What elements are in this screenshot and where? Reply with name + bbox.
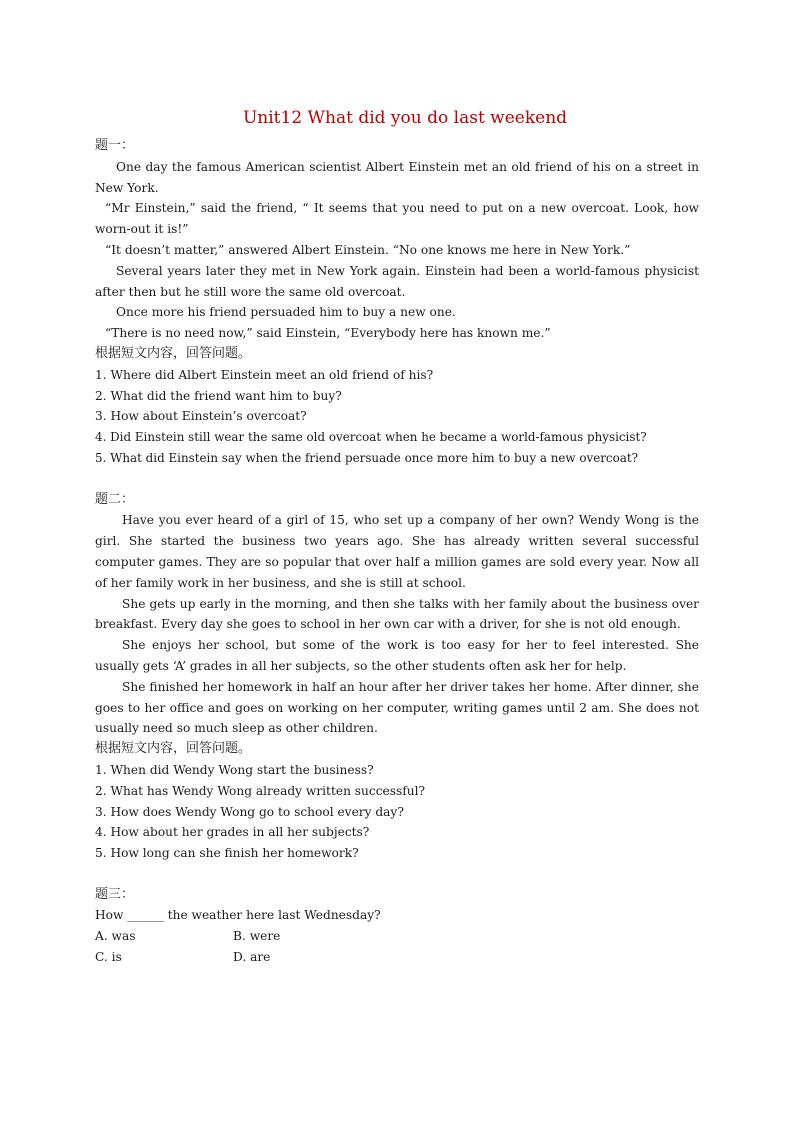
s2-paragraph-4: She finished her homework in half an hour after her driver takes her home. After dinner, she goes to her office and goes on working on her computer, writing games until 2 am. She does not usually need so much sleep as other children. — [95, 679, 699, 736]
s2-paragraph-1: Have you ever heard of a girl of 15, who set up a company of her own? Wendy Wong is the girl. She started the business two years ago. She has already written several successful computer games. They are so popular that over half a million games are sold every year. Now all of her family work in her business, and she is still at school. — [95, 513, 699, 590]
s3-question: How ______ the weather here last Wednesday? — [95, 908, 381, 923]
s1-prompt: 根据短文内容，回答问题。 — [95, 345, 252, 361]
section-3-label: 题三： — [95, 886, 135, 902]
s1-question-4: 4. Did Einstein still wear the same old overcoat when he became a world-famous physicist? — [95, 430, 647, 445]
s1-paragraph-3: “It doesn’t matter,” answered Albert Einstein. “No one knows me here in New York.” — [105, 242, 631, 257]
s1-question-1: 1. Where did Albert Einstein meet an old friend of his? — [95, 367, 434, 382]
section-2-label: 题二： — [95, 491, 135, 507]
option-d: D. are — [233, 950, 271, 965]
s2-paragraph-2: She gets up early in the morning, and then she talks with her family about the business over breakfast. Every day she goes to school in her own car with a driver, for she is not old enough. — [95, 596, 699, 632]
s1-question-2: 2. What did the friend want him to buy? — [95, 388, 342, 403]
option-a: A. was — [95, 929, 136, 944]
s2-question-2: 2. What has Wendy Wong already written successful? — [95, 783, 426, 798]
s1-paragraph-1: One day the famous American scientist Albert Einstein met an old friend of his on a street in New York. — [95, 159, 699, 195]
s1-question-5: 5. What did Einstein say when the friend persuade once more him to buy a new overcoat? — [95, 450, 638, 465]
s1-paragraph-5: Once more his friend persuaded him to buy a new one. — [116, 305, 456, 320]
s2-question-4: 4. How about her grades in all her subjects? — [95, 825, 370, 840]
s3-options — [95, 926, 699, 968]
s1-question-3: 3. How about Einstein’s overcoat? — [95, 409, 307, 424]
s1-paragraph-6: “There is no need now,” said Einstein, “Everybody here has known me.” — [105, 326, 551, 341]
s2-question-5: 5. How long can she finish her homework? — [95, 846, 359, 861]
document-title: Unit12 What did you do last weekend — [242, 108, 568, 128]
s2-question-3: 3. How does Wendy Wong go to school every day? — [95, 804, 404, 819]
s2-prompt: 根据短文内容，回答问题。 — [95, 741, 252, 757]
s2-paragraph-3: She enjoys her school, but some of the work is too easy for her to feel interested. She usually gets ‘A’ grades in all her subjects, so the other students often ask her for help. — [95, 638, 699, 673]
s1-paragraph-4: Several years later they met in New York again. Einstein had been a world-famous physicist after then but he still wore the same old overcoat. — [95, 263, 699, 299]
option-c: C. is — [95, 950, 122, 965]
s1-paragraph-2: “Mr Einstein,” said the friend, “ It seems that you need to put on a new overcoat. Look, how worn-out it is!” — [95, 201, 699, 237]
option-b: B. were — [233, 929, 281, 944]
document-page — [95, 104, 699, 968]
section-1-label: 题一： — [95, 138, 135, 153]
s2-question-1: 1. When did Wendy Wong start the business? — [95, 762, 374, 777]
